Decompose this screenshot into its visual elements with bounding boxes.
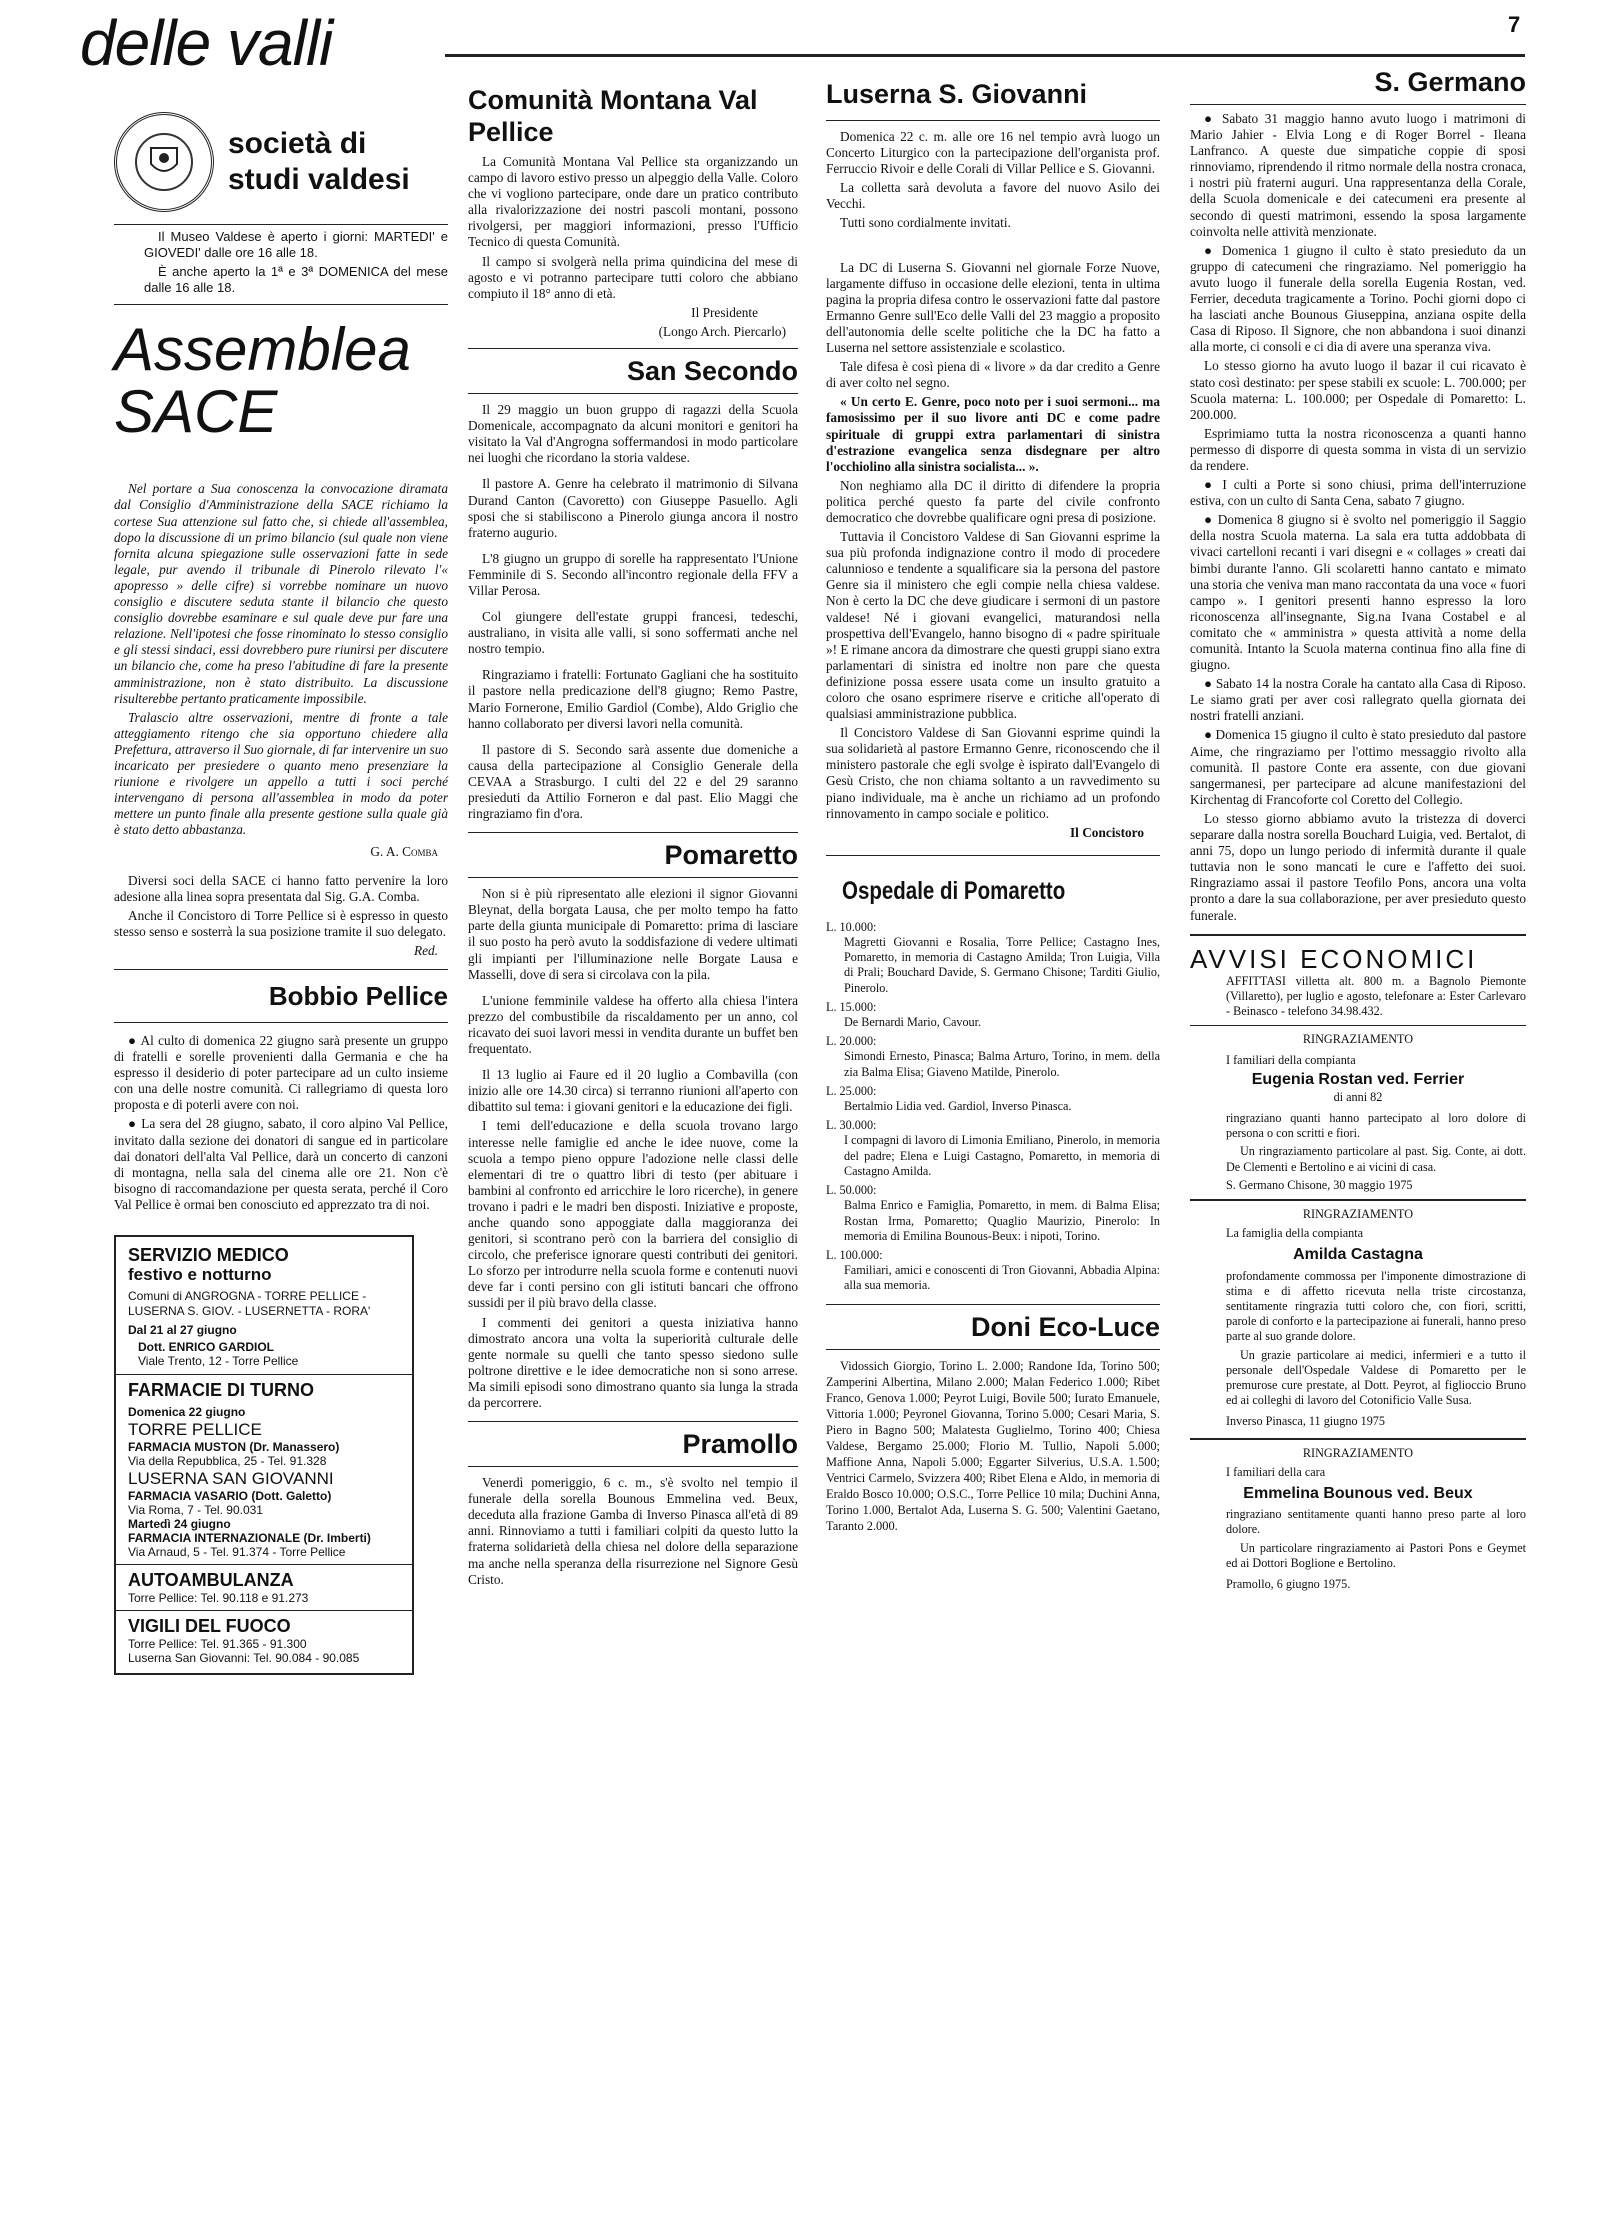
- ringraziamento-place: Inverso Pinasca, 11 giugno 1975: [1226, 1414, 1385, 1429]
- farmacie-torre: TORRE PELLICE: [128, 1420, 262, 1440]
- lsg-para-7: Tuttavia il Concistoro Valdese di San Giovanni esprime la sua più profonda indignazione contro il modo di procedere calunnioso e tendente a squalificare sia la persona del pastore Genre sia il ministero che egli compie nella chiesa valdese. Non è certo la DC che deve giudicare i sermoni di un pastore valdese! Né i giovani evangelici, maturandosi nella prospettiva dell'Evangelo, hanno bisogno di « padre spirituale »! E rimane ancora da dimostrare che questi gruppi siano extra parlamentari di sinistra ed inoltre non pare che questa definizione possa essere usata come un insulto gratuito a coloro che osano esprimere riserve e critiche all'operato di qualsiasi amministrazione pubblica.: [826, 529, 1160, 722]
- column-4: [1190, 66, 1526, 1592]
- servizio-doctor: Dott. ENRICO GARDIOL: [138, 1340, 274, 1355]
- museo-hours: Il Museo Valdese è aperto i giorni: MARTEDI' e GIOVEDI' dalle ore 16 alle 18.: [144, 229, 448, 261]
- lsg-para-2: La colletta sarà devoluta a favore del nuovo Asilo dei Vecchi.: [826, 180, 1160, 212]
- ss-para-4: Col giungere dell'estate gruppi francesi, tedeschi, australiano, in visita alle valli, si sono soffermati anche nel nostro tempio.: [468, 609, 798, 657]
- ss-para-6: Il pastore di S. Secondo sarà assente due domeniche a causa della partecipazione al Consiglio Generale della CEVAA a Strasburgo. I culti del 22 e del 29 saranno presieduti da Attilio Forneron e dal past. Elio Maggi che ringraziamo fin d'ora.: [468, 741, 798, 822]
- farmacie-luserna: LUSERNA SAN GIOVANNI: [128, 1469, 334, 1489]
- servizio-doctor-address: Viale Trento, 12 - Torre Pellice: [138, 1354, 299, 1369]
- servizio-comuni: Comuni di ANGROGNA - TORRE PELLICE - LUSERNA S. GIOV. - LUSERNETTA - RORA': [128, 1289, 371, 1319]
- lsg-quote: « Un certo E. Genre, poco noto per i suoi sermoni... ma famosissimo per il suo livore anti DC e come padre spirituale di gruppi extra parlamentari di sinistra d'estrazione evangelica senza disdegnare per altro l'occhiolino alla sinistra socialista... ».: [826, 394, 1160, 474]
- servizio-dates: Dal 21 al 27 giugno: [128, 1323, 237, 1338]
- sg-para-7: ● Sabato 14 la nostra Corale ha cantato alla Casa di Riposo. Le siamo grati per aver così rallegrato quella giornata dei nostri fratelli anziani.: [1190, 676, 1526, 724]
- museo-sunday: È anche aperto la 1ª e 3ª DOMENICA del mese dalle 16 alle 18.: [144, 264, 448, 296]
- farmacie-domenica: Domenica 22 giugno: [128, 1405, 246, 1420]
- sg-para-1: ● Sabato 31 maggio hanno avuto luogo i matrimoni di Mario Jahier - Elvia Long e di Roger Borrel - Ileana Lanfranco. A queste due simpatiche coppie di sposi rinnoviamo, riprendendo il ritmo normale della nostra cronaca, i nostri più fraterni auguri. Una rappresentanza della Corale, della Scuola domenicale e dei catecumeni era presente al secondo di questi matrimoni, essendo la sposa largamente coinvolta nelle attività menzionate.: [1190, 111, 1526, 239]
- page-number: 7: [1508, 12, 1521, 37]
- sg-para-2: ● Domenica 1 giugno il culto è stato presieduto da un gruppo di catecumeni che ringraziamo. Nel pomeriggio ha avuto luogo il funerale della sorella Eugenia Rostan, ved. Ferrier, deceduta tragicamente a Torino. Pochi giorni dopo ci ha lasciati anche Bounous Giuseppina, anziana ospite della Casa di Riposo. Il Signore, che non abbandona i suoi dinanzi alla morte, ci consoli e ci dia di avere una speranza viva.: [1190, 242, 1526, 355]
- donation-donors: Magretti Giovanni e Rosalia, Torre Pellice; Castagno Ines, Pomaretto, in memoria di Castagno Amilda; Tron Luigia, Villa di Prali; Bouchard Davide, S. Germano Chisone; Tarditi Giulio, Pinerolo.: [844, 935, 1160, 995]
- donation-amount: L. 25.000:: [826, 1083, 877, 1098]
- lsg-para-4: La DC di Luserna S. Giovanni nel giornale Forze Nuove, largamente diffuso in occasione delle elezioni, tenta in ultima pagina la propria difesa contro le osservazioni fatte dal pastore Ermanno Genre sull'Eco delle Valli del 23 maggio a proposito dell'autonomia delle scelte politiche che la DC ha fatto a Luserna nel settore assistenziale e scolastico.: [826, 259, 1160, 356]
- ringraziamento-bounous: [1190, 1446, 1526, 1593]
- society-title: società di studi valdesi: [228, 127, 410, 196]
- cm-para-2: Il campo si svolgerà nella prima quindicina del mese di agosto e vi potranno partecipare tutti coloro che abbiano compiuto il 18° anno di età.: [468, 253, 798, 301]
- farmacia-internazionale: FARMACIA INTERNAZIONALE (Dr. Imberti): [128, 1531, 371, 1546]
- avvisi-economici-title: AVVISI ECONOMICI: [1190, 943, 1478, 974]
- vigili-phones-torre: Torre Pellice: Tel. 91.365 - 91.300: [128, 1637, 307, 1652]
- ss-para-5: Ringraziamo i fratelli: Fortunato Gagliani che ha sostituito il pastore nella predicazione dell'8 giugno; Remo Pastre, Mario Fornerone, Emilio Gardiol (Combe), Aldo Griglio che hanno collaborato per diversi lavori nella comunità.: [468, 667, 798, 731]
- vigili-title: VIGILI DEL FUOCO: [128, 1616, 291, 1637]
- san-germano-title: S. Germano: [1374, 67, 1526, 97]
- sg-para-8: ● Domenica 15 giugno il culto è stato presieduto dal pastore Aime, che ringraziamo per l'ottimo messaggio rivolto alla comunità. Il pastore Conte era assente, con due giovani sangermanesi, per partecipare ad alcune manifestazioni del Kirchentag di Francoforte col Coretto del Collegio.: [1190, 727, 1526, 807]
- donation-amount: L. 30.000:: [826, 1118, 877, 1133]
- lsg-para-8: Il Concistoro Valdese di San Giovanni esprime quindi la sua solidarietà al pastore Ermanno Genre, riconoscendo che il ministero pastorale che egli svolge è ispirato dall'Evangelo di Gesù Cristo, che non chiama soltanto a un ravvedimento su piano individuale, ma è anche un richiamo ad un profondo rinnovamento in campo sociale e politico.: [826, 725, 1160, 821]
- ss-para-3: L'8 giugno un gruppo di sorelle ha rappresentato l'Unione Femminile di S. Secondo all'incontro regionale della FFV a Villar Perosa.: [468, 550, 798, 598]
- column-1: [114, 112, 448, 1675]
- assemblea-para-3: Diversi soci della SACE ci hanno fatto pervenire la loro adesione alla linea sopra presentata dal Sig. G.A. Comba.: [114, 872, 448, 904]
- ospedale-list: [826, 920, 1160, 1294]
- sg-para-4: Esprimiamo tutta la nostra riconoscenza a quanti hanno permesso di disporre di questa somma in vista di un servizio da rendere.: [1190, 425, 1526, 473]
- assemblea-para-1: Nel portare a Sua conoscenza la convocazione diramata dal Consiglio d'Amministrazione della SACE richiamo la cortese Sua attenzione sul fatto che, si chiede all'assemblea, dopo la discussione di un primo bilancio (sul quale non viene fornita alcuna spiegazione sulle osservazioni fatte in sede legale, pur avendo il tribunale di Pinerolo rilevato l'« apopresso » delle cifre) si vorrebbe nominare un nuovo consiglio e discutere seduta stante il bilancio che questo consiglio dovrebbe esaminare e sul quale deve pur fare una relazione. Nell'ipotesi che fosse rinominato lo stesso consiglio e gli stessi sindaci, essi dovrebbero pure riunirsi per discutere un bilancio che, come ha preso l'abitudine di fare la presente amministrazione, non è stato distribuito. La discussione risulterebbe pertanto praticamente impossibile.: [114, 481, 448, 706]
- donation-amount: L. 50.000:: [826, 1183, 877, 1198]
- comunita-montana-title: Comunità Montana Val Pellice: [468, 85, 758, 147]
- donation-donors: Simondi Ernesto, Pinasca; Balma Arturo, Torino, in mem. della zia Balma Elisa; Giaveno Matilde, Pinerolo.: [844, 1049, 1160, 1079]
- vigili-phones-luserna: Luserna San Giovanni: Tel. 90.084 - 90.085: [128, 1651, 360, 1666]
- ringraziamento-heading: RINGRAZIAMENTO: [1302, 1032, 1414, 1047]
- bobbio-para-2: ● La sera del 28 giugno, sabato, il coro alpino Val Pellice, invitato dalla sezione dei donatori di sangue ed in particolare dai donatori dell'alta Val Pellice, darà un concerto di canzoni di montagna, nella sala del cinema alle ore 21. Non c'è bisogno di raccomandazione per questa serata, perché il Coro Val Pellice è ormai ben conosciuto ed apprezzato tra di noi.: [114, 1116, 448, 1212]
- ss-para-1: Il 29 maggio un buon gruppo di ragazzi della Scuola Domenicale, accompagnato da alcuni monitori e genitori ha visitato la Val d'Angrogna soffermandosi in modo particolare nei luoghi che ricordano la storia valdese.: [468, 402, 798, 466]
- ringraziamento-name: Eugenia Rostan ved. Ferrier: [1251, 1070, 1465, 1088]
- assemblea-para-4: Anche il Concistoro di Torre Pellice si è espresso in questo stesso senso e sosterrà la sua posizione tramite il suo delegato.: [114, 907, 448, 939]
- san-secondo-title: San Secondo: [626, 356, 798, 387]
- ringraziamento-text-2: Un grazie particolare ai medici, infermieri e a tutto il personale dell'Ospedale Valdese di Pomaretto per le premurose cure prestate, al Dott. Peyrot, al figlioccio Bruno ed ai colleghi di lavoro del Cotonificio Valle Susa.: [1226, 1347, 1526, 1408]
- pom-para-4: I temi dell'educazione e della scuola trovano largo interesse nelle famiglie ed anche le idee nuove, come la scuola a tempo pieno oppure l'adozione nelle classi delle elementari di tre o quattro libri di testo (per abituare i bambini al confronto ed arricchire le loro ricerche), in genere trovano i padri e le madri ben disposti. Iniziative e proposte, anche quando sono appoggiate dalla maggioranza dei genitori, si scontrano però con la barriera del consiglio di circolo, che preferisce ignorare questi contributi dei genitori. Lo sforzo per introdurre nella scuola forme e contenuti nuovi deve far i conti persino con gli istituti bancari che offrono sussidi per il più bravo della classe.: [468, 1118, 798, 1311]
- donation-amount: L. 10.000:: [826, 919, 877, 934]
- pom-para-2: L'unione femminile valdese ha offerto alla chiesa l'intera prezzo del combustibile da riscaldamento per un anno, col ricavato dei suoi lavori messi in vendita durante un buffet ben frequentato.: [468, 992, 798, 1057]
- assemblea-red: Red.: [414, 942, 438, 958]
- ospedale-title: Ospedale di Pomaretto: [842, 876, 1066, 905]
- ss-para-2: Il pastore A. Genre ha celebrato il matrimonio di Silvana Durand Canton (Cavoretto) con Giuseppe Pasuello. Agli sposi che si stabiliscono a Pinerolo giunga ancora il nostro fraterno augurio.: [468, 476, 798, 540]
- donation-amount: L. 100.000:: [826, 1247, 883, 1262]
- ringraziamento-intro: La famiglia della compianta: [1226, 1226, 1364, 1241]
- lsg-para-5: Tale difesa è così piena di « livore » da dar credito a Genre di aver colto nel segno.: [826, 359, 1160, 391]
- farmacia-muston-address: Via della Repubblica, 25 - Tel. 91.328: [128, 1454, 327, 1469]
- doni-eco-luce-title: Doni Eco-Luce: [970, 1311, 1160, 1342]
- ringraziamento-heading: RINGRAZIAMENTO: [1302, 1207, 1414, 1222]
- ringraziamento-text-2: Un ringraziamento particolare al past. Sig. Conte, ai dott. De Clementi e Bertolino e ai vicini di casa.: [1226, 1144, 1526, 1174]
- ringraziamento-name: Amilda Castagna: [1293, 1246, 1423, 1264]
- donation-amount: L. 15.000:: [826, 999, 877, 1014]
- bobbio-title: Bobbio Pellice: [268, 981, 448, 1011]
- ringraziamento-place: Pramollo, 6 giugno 1975.: [1226, 1577, 1351, 1592]
- pramollo-title: Pramollo: [682, 1429, 798, 1460]
- pom-para-1: Non si è più ripresentato alle elezioni il signor Giovanni Bleynat, della borgata Lausa, che per molto tempo ha fatto parte della giunta municipale di Pomaretto: prima di lasciare il suo posto ha però avuto la soddisfazione di vedere ultimati gli impianti per l'illuminazione nelle Borgate Lausa e Masselli, dove di sera si circolava con la pila.: [468, 886, 798, 982]
- farmacie-title: FARMACIE DI TURNO: [128, 1380, 314, 1401]
- ringraziamento-castagna: [1190, 1207, 1526, 1430]
- column-3: [826, 78, 1160, 1537]
- ringraziamento-text: profondamente commossa per l'imponente dimostrazione di stima e di affetto ricevuta nella triste circostanza, sentitamente ringrazia tutti coloro che, con fiori, scritti, parole di conforto e la partecipazione ai funerali, hanno preso parte al suo grande dolore.: [1226, 1268, 1526, 1344]
- masthead-rule: [445, 54, 1525, 57]
- farmacia-vasario-address: Via Roma, 7 - Tel. 90.031: [128, 1503, 263, 1518]
- bobbio-para-1: ● Al culto di domenica 22 giugno sarà presente un gruppo di fratelli e sorelle provenienti dalla Germania e che ha espresso il desiderio di poter partecipare ad un culto insieme con una delle nostre comunità. Ci rallegriamo di questa loro proposta e di poterli avere con noi.: [114, 1033, 448, 1113]
- cm-sign-2: (Longo Arch. Piercarlo): [658, 323, 786, 339]
- donation-donors: De Bernardi Mario, Cavour.: [844, 1015, 982, 1030]
- ringraziamento-name: Emmelina Bounous ved. Beux: [1243, 1485, 1473, 1503]
- donation-amount: L. 20.000:: [826, 1034, 877, 1049]
- society-seal-icon: [114, 112, 214, 212]
- lsg-para-6: Non neghiamo alla DC il diritto di difendere la propria politica perché questo fa parte del civile confronto democratico che dovrebbe qualificare ogni presa di posizione.: [826, 477, 1160, 525]
- pomaretto-title: Pomaretto: [664, 840, 798, 871]
- ringraziamento-rostan: [1190, 1032, 1526, 1193]
- assemblea-para-2: Tralascio altre osservazioni, mentre di fronte a tale atteggiamento ritengo che sia opportuno chiedere alla Prefettura, attraverso il Suo giornale, di far intervenire un suo incaricato per presiedere o quanto meno presenziare la riunione e rivolgere un appello a tutti i soci perché intervengano di persona all'assemblea in modo da poter mettere un punto finale alla presente gestione sulla quale già è stato detto abbastanza.: [114, 709, 448, 838]
- pom-para-5: I commenti dei genitori a questa iniziativa hanno dimostrato ancora una volta la superiorità culturale delle gente normale su quelli che tanto spesso siedono sulle poltrone direttive e le idee democratiche non si sono arrese. Ma simili episodi sono dimostrano quanto sia lunga la strada da percorrere.: [468, 1314, 798, 1410]
- farmacia-vasario: FARMACIA VASARIO (Dott. Galetto): [128, 1489, 332, 1504]
- donation-donors: Familiari, amici e conoscenti di Tron Giovanni, Abbadia Alpina: alla sua memoria.: [844, 1263, 1160, 1293]
- society-header: [114, 112, 448, 212]
- donation-donors: I compagni di lavoro di Limonia Emiliano, Pinerolo, in memoria del padre; Elena e Luigi Castagno, Pomaretto, in memoria di Castagno Amilda.: [844, 1133, 1160, 1178]
- assemblea-title: Assemblea SACE: [114, 316, 411, 446]
- ringraziamento-text: ringraziano sentitamente quanti hanno preso parte al loro dolore.: [1226, 1507, 1526, 1537]
- ringraziamento-age: di anni 82: [1333, 1089, 1383, 1104]
- servizio-medico-box: [114, 1235, 414, 1675]
- ringraziamento-heading: RINGRAZIAMENTO: [1302, 1445, 1414, 1460]
- ringraziamento-intro: I familiari della cara: [1226, 1464, 1326, 1479]
- lsg-signature: Il Concistoro: [1070, 824, 1144, 840]
- donation-donors: Bertalmio Lidia ved. Gardiol, Inverso Pinasca.: [844, 1099, 1072, 1114]
- autoambulanza-title: AUTOAMBULANZA: [128, 1570, 294, 1591]
- assemblea-signature: G. A. Comba: [370, 844, 438, 860]
- sg-para-6: ● Domenica 8 giugno si è svolto nel pomeriggio il Saggio della nostra Scuola materna. La sala era tutta addobbata di vivaci cartelloni recanti i vari disegni e « collages » creati dai bimbi durante l'anno. Gli scolaretti hanno cantato e mimato una storia che veniva man mano raccontata da una voce « fuori campo ». I genitori presenti hanno espresso la loro riconoscenza all'insegnante, Sig.na Ivana Costabel e al comitato che « amministra » questa attività a nome della comunità. Intanto la Scuola materna continua fino alla fine di giugno.: [1190, 512, 1526, 673]
- masthead-title: delle valli: [80, 7, 333, 79]
- cm-para-1: La Comunità Montana Val Pellice sta organizzando un campo di lavoro estivo presso un alpeggio della Valle. Coloro che vi vogliono partecipare, onde dare un pratico contributo alla rivalorizzazione dei nostri pascoli montani, possono rivolgersi, per maggiori informazioni, presso l'Ufficio Tecnico di questa Comunità.: [468, 154, 798, 250]
- sg-para-5: ● I culti a Porte si sono chiusi, prima dell'interruzione estiva, con un culto di Santa Cena, sabato 7 giugno.: [1190, 477, 1526, 509]
- ringraziamento-place: S. Germano Chisone, 30 maggio 1975: [1226, 1177, 1413, 1192]
- donation-donors: Balma Enrico e Famiglia, Pomaretto, in mem. di Balma Elisa; Rostan Irma, Pomaretto; Quaglio Maurizio, Pinerolo: In memoria di Emilina Bounous-Beux: i nipoti, Torino.: [844, 1198, 1160, 1243]
- lsg-para-3: Tutti sono cordialmente invitati.: [840, 215, 1011, 231]
- sg-para-9: Lo stesso giorno abbiamo avuto la tristezza di doverci separare dalla nostra sorella Bouchard Luigia, ved. Bertalot, di anni 75, dopo un lungo periodo di infermità durante il quale tuttavia non le sono mancati le cure e l'affetto dei suoi. Ringraziamo assai il pastore Teofilo Pons, ancora una volta pronto a dare la sua collaborazione, per aver presieduto questo funerale.: [1190, 810, 1526, 923]
- farmacia-internazionale-address: Via Arnaud, 5 - Tel. 91.374 - Torre Pellice: [128, 1545, 346, 1560]
- column-2: [468, 84, 798, 1591]
- farmacie-martedi: Martedì 24 giugno: [128, 1517, 231, 1532]
- ringraziamento-text-2: Un particolare ringraziamento ai Pastori Pons e Geymet ed ai Dottori Boglione e Bertolino.: [1226, 1540, 1526, 1570]
- pram-para-1: Venerdì pomeriggio, 6 c. m., s'è svolto nel tempio il funerale della sorella Bounous Emmelina ved. Beux, deceduta alla frazione Gamba di Inverso Pinasca all'età di 89 anni. Rinnoviamo a tutti i familiari colpiti da questo lutto la fraterna solidarietà della chiesa nel dolore della separazione ma anche nella speranza della risurrezione nel Signore Gesù Cristo.: [468, 1475, 798, 1587]
- lsg-para-1: Domenica 22 c. m. alle ore 16 nel tempio avrà luogo un Concerto Liturgico con la partecipazione dell'organista prof. Ferruccio Rivoir e delle Corali di Villar Pellice e S. Giovanni.: [826, 129, 1160, 177]
- servizio-subtitle: festivo e notturno: [128, 1265, 272, 1285]
- sg-para-3: Lo stesso giorno ha avuto luogo il bazar il cui ricavato è stato così destinato: per spese stabili ex scuole: L. 700.000; per Scuola materna: L. 100.000; per Ospedale di Pomaretto: L. 200.000.: [1190, 358, 1526, 422]
- ringraziamento-intro: I familiari della compianta: [1226, 1053, 1356, 1068]
- luserna-title: Luserna S. Giovanni: [826, 79, 1088, 109]
- cm-sign-1: Il Presidente: [691, 304, 758, 320]
- servizio-title: SERVIZIO MEDICO: [128, 1245, 289, 1266]
- doni-text: Vidossich Giorgio, Torino L. 2.000; Randone Ida, Torino 500; Zamperini Albertina, Milano 2.000; Malan Federico 1.000; Ribet Franco, Genova 1.000; Peyrot Luigi, Bovile 500; Iurato Emanuele, Vittoria 1.000; Peyronel Giovanna, Torino 5.000; Cesari Maria, S. Piero in Bagno 500; Malatesta Guglielmo, Torino 400; Chiesa Valdese, Bergamo 25.000; Florio M. Tullio, Napoli 5.000; Maffione Anna, Napoli 5.000; Eggarter Silverius, U.S.A. 1.500; Ventrici Carmelo, Svizzera 400; Ribet Elena e Aldo, in memoria di Eraldo Bosco 10.000; O.S.C., Torre Pellice 10 mila; Duchini Anna, Torino 1.000, Bertalot Ada, Luserna S. G. 500; Valentini Gaetano, Taranto 2.000.: [826, 1358, 1160, 1533]
- farmacia-muston: FARMACIA MUSTON (Dr. Manassero): [128, 1440, 340, 1455]
- pom-para-3: Il 13 luglio ai Faure ed il 20 luglio a Combavilla (con inizio alle ore 14.30 circa) si terranno riunioni all'aperto con dibattito sul tema: i giovani genitori e la educazione dei figli.: [468, 1067, 798, 1115]
- autoambulanza-phones: Torre Pellice: Tel. 90.118 e 91.273: [128, 1591, 309, 1606]
- avvisi-text: AFFITTASI villetta alt. 800 m. a Bagnolo Piemonte (Villaretto), per luglio e agosto, telefonare a: Ester Carlevaro - Beinasco - telefono 34.98.432.: [1226, 973, 1526, 1018]
- ringraziamento-text: ringraziano quanti hanno partecipato al loro dolore di persona o con scritti e fiori.: [1226, 1111, 1526, 1141]
